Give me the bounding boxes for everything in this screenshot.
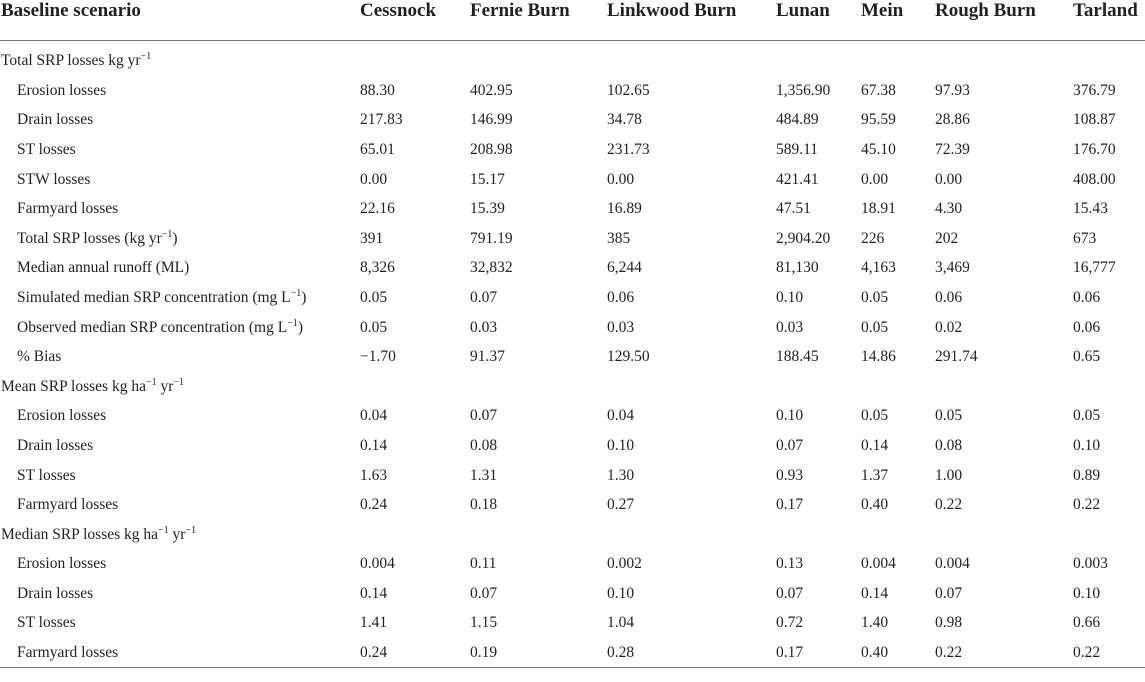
row-label-suffix: ) <box>301 288 307 306</box>
table-cell: 1.04 <box>607 614 635 632</box>
table-cell: 129.50 <box>607 348 650 366</box>
row-label <box>0 342 360 372</box>
table-cell: 0.40 <box>861 496 889 514</box>
table-cell: 1.63 <box>360 466 388 484</box>
table-row <box>0 194 1145 224</box>
table-cell: 0.24 <box>360 638 470 668</box>
table-cell: 791.19 <box>470 229 513 247</box>
table-cell: 34.78 <box>607 111 642 129</box>
table-cell: 0.66 <box>1073 614 1101 632</box>
row-label <box>0 254 360 284</box>
table-cell: 16,777 <box>1073 259 1116 277</box>
table-cell: 0.004 <box>861 555 896 573</box>
row-label <box>0 490 360 520</box>
row-label <box>0 609 360 639</box>
table-cell: 0.03 <box>470 318 498 336</box>
table-cell: 18.91 <box>861 200 896 218</box>
table-cell: 15.43 <box>1073 200 1108 218</box>
table-cell: 484.89 <box>776 111 819 129</box>
row-label <box>0 135 360 165</box>
row-label-text: Drain losses <box>17 111 94 129</box>
table-cell: 0.08 <box>470 436 498 454</box>
table-row <box>0 254 1145 284</box>
row-label-suffix: ) <box>297 318 303 336</box>
table-cell: 376.79 <box>1073 81 1116 99</box>
table-row <box>0 313 1145 343</box>
table-row <box>0 165 1145 195</box>
table-row <box>0 402 1145 432</box>
table-cell: 0.22 <box>1073 496 1101 514</box>
column-header-rough-burn: Rough Burn <box>935 0 1073 40</box>
row-label <box>0 283 360 313</box>
row-label <box>0 431 360 461</box>
row-label-text: Erosion losses <box>17 81 107 99</box>
table-cell: 0.05 <box>360 288 388 306</box>
table-row <box>0 609 1145 639</box>
table-cell: 45.10 <box>861 140 896 158</box>
table-cell: 15.39 <box>470 200 505 218</box>
row-label-superscript: −1 <box>161 228 173 240</box>
row-label-text: Simulated median SRP concentration (mg L <box>17 288 291 306</box>
table-row <box>0 550 1145 580</box>
row-label-superscript: −1 <box>290 287 302 299</box>
table-cell: 0.17 <box>776 496 804 514</box>
row-label <box>0 638 360 668</box>
section-title-superscript: −1 <box>173 376 185 388</box>
section-title-unit: yr <box>156 377 174 395</box>
section-title-superscript: −1 <box>140 51 152 63</box>
row-label-text: STW losses <box>17 170 91 188</box>
table-cell: 408.00 <box>1073 170 1116 188</box>
table-cell: 15.17 <box>470 170 505 188</box>
table-cell: 47.51 <box>776 200 811 218</box>
table-row <box>0 76 1145 106</box>
table-row <box>0 461 1145 491</box>
table-cell: 1.37 <box>861 466 889 484</box>
table-cell: 0.65 <box>1073 348 1101 366</box>
row-label-text: Median annual runoff (ML) <box>17 259 190 277</box>
table-cell: 0.18 <box>470 496 498 514</box>
row-label-text: Observed median SRP concentration (mg L <box>17 318 288 336</box>
table-cell: 0.06 <box>1073 288 1101 306</box>
table-cell: 0.22 <box>935 496 963 514</box>
column-header-cessnock: Cessnock <box>360 0 470 40</box>
table-cell: 81,130 <box>776 259 819 277</box>
table-row <box>0 135 1145 165</box>
table-cell: 0.98 <box>935 614 963 632</box>
table-cell: 1.40 <box>861 614 889 632</box>
table-cell: 95.59 <box>861 111 896 129</box>
table-cell: 28.86 <box>935 111 970 129</box>
table-cell: 72.39 <box>935 140 970 158</box>
table-cell: 1.41 <box>360 614 388 632</box>
column-header-mein: Mein <box>861 0 935 40</box>
row-label-superscript: −1 <box>287 317 298 329</box>
table-cell: 0.89 <box>1073 466 1101 484</box>
section-title-unit: yr <box>168 525 186 543</box>
table-cell: 1.00 <box>935 466 963 484</box>
table-row <box>0 579 1145 609</box>
table-cell: 108.87 <box>1073 111 1116 129</box>
table-cell: 0.002 <box>607 555 642 573</box>
table-cell: 22.16 <box>360 200 395 218</box>
table-cell: 6,244 <box>607 259 642 277</box>
table-cell: 0.06 <box>1073 318 1101 336</box>
table-cell: 589.11 <box>776 140 819 158</box>
table-cell: 0.04 <box>607 407 635 425</box>
section-title-superscript: −1 <box>185 524 197 536</box>
table-cell: 2,904.20 <box>776 229 831 247</box>
table-cell: 385 <box>607 229 631 247</box>
table-cell: 0.14 <box>360 436 388 454</box>
table-cell: 0.10 <box>1073 436 1101 454</box>
table-cell: 0.02 <box>935 318 963 336</box>
section-header-row <box>0 40 1145 76</box>
table-cell: 0.004 <box>360 555 395 573</box>
section-title <box>0 40 1145 76</box>
table-cell: 0.03 <box>776 318 804 336</box>
column-header-fernie-burn: Fernie Burn <box>470 0 607 40</box>
row-label <box>0 76 360 106</box>
table-row <box>0 224 1145 254</box>
table-cell: 0.10 <box>776 407 804 425</box>
table-cell: 0.11 <box>470 555 497 573</box>
table-cell: 0.07 <box>470 584 498 602</box>
section-header-row <box>0 520 1145 550</box>
table-cell: 32,832 <box>470 259 513 277</box>
row-label-text: ST losses <box>17 466 76 484</box>
table-row <box>0 431 1145 461</box>
table-cell: 91.37 <box>470 348 505 366</box>
table-row <box>0 638 1145 668</box>
table-cell: 0.00 <box>607 170 635 188</box>
table-cell: 1.31 <box>470 466 498 484</box>
table-row <box>0 283 1145 313</box>
table-cell: 0.28 <box>607 638 776 668</box>
table-header <box>0 0 1145 40</box>
table-cell: 0.22 <box>935 638 1073 668</box>
table-cell: 291.74 <box>935 348 978 366</box>
table-cell: 0.17 <box>776 638 861 668</box>
row-label <box>0 402 360 432</box>
header-row <box>0 0 1145 40</box>
table-cell: 0.07 <box>470 407 498 425</box>
row-label-text: Farmyard losses <box>17 200 119 218</box>
table-cell: 0.27 <box>607 496 635 514</box>
table-cell: 8,326 <box>360 259 395 277</box>
row-label <box>0 550 360 580</box>
table-cell: 673 <box>1073 229 1097 247</box>
table-cell: 0.24 <box>360 496 388 514</box>
row-label <box>0 224 360 254</box>
table-cell: 188.45 <box>776 348 819 366</box>
row-label-text: Farmyard losses <box>17 496 119 514</box>
row-label-text: Erosion losses <box>17 407 107 425</box>
table-cell: 0.05 <box>861 318 889 336</box>
section-title <box>0 520 1145 550</box>
table-cell: 4,163 <box>861 259 896 277</box>
section-header-row <box>0 372 1145 402</box>
table-cell: 0.07 <box>935 584 963 602</box>
table-cell: 1,356.90 <box>776 81 831 99</box>
table-cell: 0.07 <box>470 288 498 306</box>
row-label-text: ST losses <box>17 140 76 158</box>
table-cell: 4.30 <box>935 200 963 218</box>
table-cell: 0.00 <box>360 170 388 188</box>
table-cell: 14.86 <box>861 348 896 366</box>
table-cell: 421.41 <box>776 170 819 188</box>
table-cell: 0.05 <box>360 318 388 336</box>
row-label-text: ST losses <box>17 614 76 632</box>
row-label <box>0 579 360 609</box>
section-title-text: Mean SRP losses kg ha <box>1 377 146 395</box>
table-cell: 0.04 <box>360 407 388 425</box>
table-cell: 0.03 <box>607 318 635 336</box>
table-cell: 0.13 <box>776 555 804 573</box>
table-cell: 0.004 <box>935 555 970 573</box>
row-label <box>0 106 360 136</box>
table-cell: 0.40 <box>861 638 935 668</box>
section-title-superscript: −1 <box>158 524 169 536</box>
row-label <box>0 461 360 491</box>
section-title <box>0 372 1145 402</box>
table-cell: 0.22 <box>1073 638 1145 668</box>
table-cell: 65.01 <box>360 140 395 158</box>
row-label <box>0 313 360 343</box>
row-label-suffix: ) <box>172 229 178 247</box>
column-header-lunan: Lunan <box>776 0 861 40</box>
table-cell: 0.10 <box>607 436 635 454</box>
row-label-text: Drain losses <box>17 584 94 602</box>
table-row <box>0 342 1145 372</box>
table-cell: 402.95 <box>470 81 513 99</box>
section-title-text: Median SRP losses kg ha <box>1 525 159 543</box>
table-cell: 67.38 <box>861 81 896 99</box>
table-cell: 0.00 <box>935 170 963 188</box>
table-cell: 0.06 <box>935 288 963 306</box>
row-label-text: % Bias <box>17 348 62 366</box>
table-body <box>0 40 1145 668</box>
table-cell: 3,469 <box>935 259 970 277</box>
row-label-text: Erosion losses <box>17 555 107 573</box>
row-label <box>0 194 360 224</box>
table-cell: 0.10 <box>1073 584 1101 602</box>
table-cell: 0.05 <box>861 288 889 306</box>
table-cell: 102.65 <box>607 81 650 99</box>
column-header-tarland: Tarland <box>1073 0 1145 40</box>
table-cell: 202 <box>935 229 959 247</box>
section-title-superscript: −1 <box>145 376 157 388</box>
table-cell: 226 <box>861 229 885 247</box>
row-label-text: Farmyard losses <box>17 643 119 661</box>
table-cell: 0.14 <box>861 436 889 454</box>
table-cell: 146.99 <box>470 111 513 129</box>
table-cell: 1.30 <box>607 466 635 484</box>
table-cell: 88.30 <box>360 81 395 99</box>
table-cell: 0.14 <box>861 584 889 602</box>
table-cell: 0.10 <box>607 584 635 602</box>
row-label-text: Drain losses <box>17 436 94 454</box>
table-cell: 391 <box>360 229 384 247</box>
table-cell: 0.05 <box>935 407 963 425</box>
table-cell: 16.89 <box>607 200 642 218</box>
column-header-linkwood-burn: Linkwood Burn <box>607 0 776 40</box>
row-label-text: Total SRP losses (kg yr <box>17 229 162 247</box>
table-cell: 0.05 <box>1073 407 1101 425</box>
table-cell: 0.07 <box>776 436 804 454</box>
table-row <box>0 106 1145 136</box>
table-cell: 0.10 <box>776 288 804 306</box>
table-cell: 0.93 <box>776 466 804 484</box>
table-cell: 0.05 <box>861 407 889 425</box>
table-cell: 0.06 <box>607 288 635 306</box>
table-cell: 231.73 <box>607 140 650 158</box>
section-title-text: Total SRP losses kg yr <box>1 52 141 70</box>
table-cell: −1.70 <box>360 348 396 366</box>
table-cell: 217.83 <box>360 111 403 129</box>
table-cell: 176.70 <box>1073 140 1116 158</box>
column-header-scenario: Baseline scenario <box>0 0 360 40</box>
table-cell: 1.15 <box>470 614 498 632</box>
table-cell: 0.72 <box>776 614 804 632</box>
table-cell: 0.003 <box>1073 555 1108 573</box>
table-cell: 0.19 <box>470 638 607 668</box>
table-cell: 97.93 <box>935 81 970 99</box>
table-cell: 0.14 <box>360 584 388 602</box>
table-cell: 0.08 <box>935 436 963 454</box>
table-cell: 0.07 <box>776 584 804 602</box>
row-label <box>0 165 360 195</box>
table-cell: 0.00 <box>861 170 889 188</box>
table-cell: 208.98 <box>470 140 513 158</box>
table-row <box>0 490 1145 520</box>
